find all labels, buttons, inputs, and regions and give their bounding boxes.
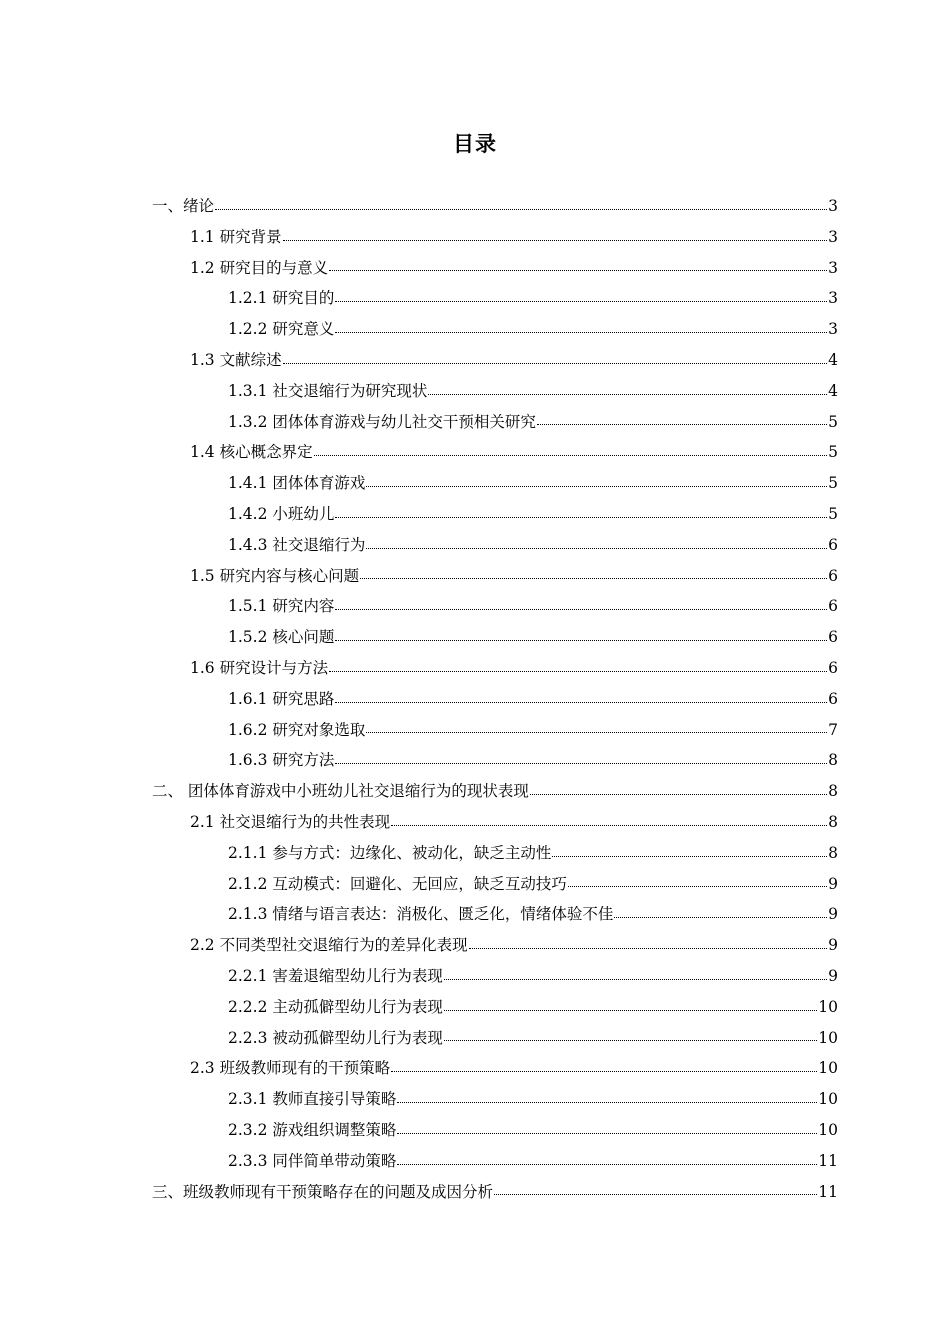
toc-entry-text: 2.1.3 情绪与语言表达：消极化、匮乏化，情绪体验不佳 bbox=[228, 905, 614, 924]
toc-dot-leader bbox=[469, 948, 828, 949]
toc-dot-leader bbox=[329, 671, 827, 672]
toc-entry-text: 1.5.2 核心问题 bbox=[228, 628, 335, 647]
toc-entry[interactable] bbox=[152, 807, 838, 838]
toc-entry-text: 2.1.1 参与方式：边缘化、被动化，缺乏主动性 bbox=[228, 843, 552, 862]
toc-entry[interactable] bbox=[152, 869, 838, 900]
toc-entry[interactable] bbox=[152, 1115, 838, 1146]
toc-entry[interactable] bbox=[152, 622, 838, 653]
toc-entry-text: 1.2 研究目的与意义 bbox=[190, 258, 329, 277]
toc-entry[interactable] bbox=[152, 253, 838, 284]
toc-dot-leader bbox=[215, 209, 827, 210]
toc-entry-text: 1.2.2 研究意义 bbox=[228, 320, 335, 339]
toc-entry-text: 1.4.3 社交退缩行为 bbox=[228, 535, 366, 554]
toc-page-number: 10 bbox=[818, 997, 838, 1016]
toc-entry[interactable] bbox=[152, 499, 838, 530]
toc-entry[interactable] bbox=[152, 684, 838, 715]
toc-page-number: 6 bbox=[828, 689, 838, 708]
toc-page-number: 9 bbox=[828, 874, 838, 893]
toc-page-number: 6 bbox=[828, 535, 838, 554]
toc-dot-leader bbox=[366, 486, 827, 487]
toc-dot-leader bbox=[283, 363, 828, 364]
toc-entry[interactable] bbox=[152, 222, 838, 253]
toc-entry-text: 2.1 社交退缩行为的共性表现 bbox=[190, 812, 391, 831]
toc-entry-text: 1.3 文献综述 bbox=[190, 350, 282, 369]
table-of-contents bbox=[152, 191, 838, 1207]
toc-entry-text: 二、 团体体育游戏中小班幼儿社交退缩行为的现状表现 bbox=[152, 782, 529, 801]
toc-dot-leader bbox=[335, 702, 827, 703]
toc-entry-text: 2.3.1 教师直接引导策略 bbox=[228, 1090, 397, 1109]
toc-entry-text: 1.3.1 社交退缩行为研究现状 bbox=[228, 381, 428, 400]
toc-dot-leader bbox=[335, 332, 827, 333]
toc-dot-leader bbox=[335, 763, 827, 764]
toc-entry-text: 2.2 不同类型社交退缩行为的差异化表现 bbox=[190, 936, 468, 955]
toc-entry-text: 1.6.2 研究对象选取 bbox=[228, 720, 366, 739]
toc-page-number: 6 bbox=[828, 566, 838, 585]
toc-page-number: 10 bbox=[818, 1028, 838, 1047]
toc-dot-leader bbox=[397, 1133, 817, 1134]
toc-entry[interactable] bbox=[152, 715, 838, 746]
toc-entry[interactable] bbox=[152, 1053, 838, 1084]
toc-dot-leader bbox=[444, 1040, 817, 1041]
toc-entry-text: 1.4.2 小班幼儿 bbox=[228, 504, 335, 523]
toc-entry[interactable] bbox=[152, 191, 838, 222]
toc-dot-leader bbox=[568, 886, 827, 887]
toc-page-number: 5 bbox=[828, 504, 838, 523]
toc-entry[interactable] bbox=[152, 1023, 838, 1054]
toc-entry-text: 1.5.1 研究内容 bbox=[228, 597, 335, 616]
toc-page-number: 8 bbox=[828, 782, 838, 801]
toc-page-number: 11 bbox=[818, 1182, 838, 1201]
toc-entry[interactable] bbox=[152, 345, 838, 376]
toc-page-number: 3 bbox=[828, 197, 838, 215]
toc-entry[interactable] bbox=[152, 314, 838, 345]
toc-dot-leader bbox=[614, 917, 827, 918]
toc-dot-leader bbox=[391, 825, 827, 826]
toc-dot-leader bbox=[335, 609, 827, 610]
toc-entry-text: 1.4 核心概念界定 bbox=[190, 443, 313, 462]
toc-entry-text: 2.2.1 害羞退缩型幼儿行为表现 bbox=[228, 966, 443, 985]
toc-page-number: 4 bbox=[828, 350, 838, 369]
toc-page-number: 5 bbox=[828, 474, 838, 493]
toc-entry-text: 2.3.2 游戏组织调整策略 bbox=[228, 1120, 397, 1139]
toc-title: 目录 bbox=[453, 132, 497, 156]
toc-dot-leader bbox=[552, 856, 827, 857]
toc-dot-leader bbox=[444, 979, 827, 980]
toc-dot-leader bbox=[397, 1164, 817, 1165]
toc-dot-leader bbox=[428, 394, 827, 395]
toc-dot-leader bbox=[360, 578, 827, 579]
toc-entry[interactable] bbox=[152, 407, 838, 438]
toc-dot-leader bbox=[366, 732, 827, 733]
toc-dot-leader bbox=[494, 1194, 817, 1195]
toc-entry[interactable] bbox=[152, 776, 838, 807]
toc-page-number: 3 bbox=[828, 258, 838, 277]
toc-entry[interactable] bbox=[152, 1146, 838, 1177]
toc-page-number: 8 bbox=[828, 812, 838, 831]
toc-entry-text: 1.6.1 研究思路 bbox=[228, 689, 335, 708]
toc-entry-text: 1.3.2 团体体育游戏与幼儿社交干预相关研究 bbox=[228, 412, 536, 431]
toc-dot-leader bbox=[530, 794, 827, 795]
toc-entry[interactable] bbox=[152, 653, 838, 684]
toc-page-number: 9 bbox=[828, 936, 838, 955]
toc-dot-leader bbox=[444, 1010, 817, 1011]
toc-page-number: 8 bbox=[828, 751, 838, 770]
toc-page-number: 10 bbox=[818, 1090, 838, 1109]
toc-page-number: 3 bbox=[828, 227, 838, 246]
toc-entry[interactable] bbox=[152, 930, 838, 961]
toc-entry-text: 1.6 研究设计与方法 bbox=[190, 658, 329, 677]
toc-entry[interactable] bbox=[152, 1084, 838, 1115]
toc-page-number: 6 bbox=[828, 628, 838, 647]
toc-dot-leader bbox=[335, 640, 827, 641]
toc-page-number: 7 bbox=[828, 720, 838, 739]
toc-page-number: 3 bbox=[828, 289, 838, 308]
toc-entry-text: 1.2.1 研究目的 bbox=[228, 289, 335, 308]
toc-page-number: 6 bbox=[828, 597, 838, 616]
toc-entry-text: 1.1 研究背景 bbox=[190, 227, 282, 246]
toc-dot-leader bbox=[366, 548, 827, 549]
toc-dot-leader bbox=[329, 270, 827, 271]
toc-entry[interactable] bbox=[152, 838, 838, 869]
toc-page-number: 9 bbox=[828, 905, 838, 924]
toc-page-number: 4 bbox=[828, 381, 838, 400]
toc-page-number: 10 bbox=[818, 1120, 838, 1139]
toc-entry-text: 2.1.2 互动模式：回避化、无回应，缺乏互动技巧 bbox=[228, 874, 567, 893]
toc-dot-leader bbox=[335, 301, 827, 302]
toc-entry[interactable] bbox=[152, 468, 838, 499]
toc-entry[interactable] bbox=[152, 992, 838, 1023]
toc-page-number: 11 bbox=[818, 1151, 838, 1170]
toc-entry[interactable] bbox=[152, 899, 838, 930]
toc-entry-text: 1.4.1 团体体育游戏 bbox=[228, 474, 366, 493]
toc-entry-text: 1.6.3 研究方法 bbox=[228, 751, 335, 770]
toc-entry[interactable] bbox=[152, 530, 838, 561]
toc-page-number: 8 bbox=[828, 843, 838, 862]
toc-entry-text: 1.5 研究内容与核心问题 bbox=[190, 566, 360, 585]
toc-entry-text: 一、绪论 bbox=[152, 197, 215, 215]
toc-dot-leader bbox=[537, 424, 827, 425]
toc-entry[interactable] bbox=[152, 961, 838, 992]
toc-entry-text: 2.3 班级教师现有的干预策略 bbox=[190, 1059, 391, 1078]
toc-entry[interactable] bbox=[152, 561, 838, 592]
toc-entry-text: 三、班级教师现有干预策略存在的问题及成因分析 bbox=[152, 1182, 494, 1201]
toc-page-number: 5 bbox=[828, 412, 838, 431]
toc-page-number: 6 bbox=[828, 658, 838, 677]
toc-dot-leader bbox=[397, 1102, 817, 1103]
toc-page-number: 10 bbox=[818, 1059, 838, 1078]
toc-page-number: 3 bbox=[828, 320, 838, 339]
toc-dot-leader bbox=[335, 517, 827, 518]
toc-entry[interactable] bbox=[152, 745, 838, 776]
toc-page-number: 5 bbox=[828, 443, 838, 462]
toc-entry-text: 2.3.3 同伴简单带动策略 bbox=[228, 1151, 397, 1170]
toc-dot-leader bbox=[314, 455, 828, 456]
toc-entry[interactable] bbox=[152, 376, 838, 407]
toc-entry[interactable] bbox=[152, 591, 838, 622]
toc-entry[interactable] bbox=[152, 437, 838, 468]
toc-dot-leader bbox=[391, 1071, 817, 1072]
toc-entry-text: 2.2.2 主动孤僻型幼儿行为表现 bbox=[228, 997, 443, 1016]
toc-page-number: 9 bbox=[828, 966, 838, 985]
toc-entry[interactable] bbox=[152, 283, 838, 314]
toc-dot-leader bbox=[283, 240, 828, 241]
toc-entry[interactable] bbox=[152, 1177, 838, 1208]
toc-entry-text: 2.2.3 被动孤僻型幼儿行为表现 bbox=[228, 1028, 443, 1047]
